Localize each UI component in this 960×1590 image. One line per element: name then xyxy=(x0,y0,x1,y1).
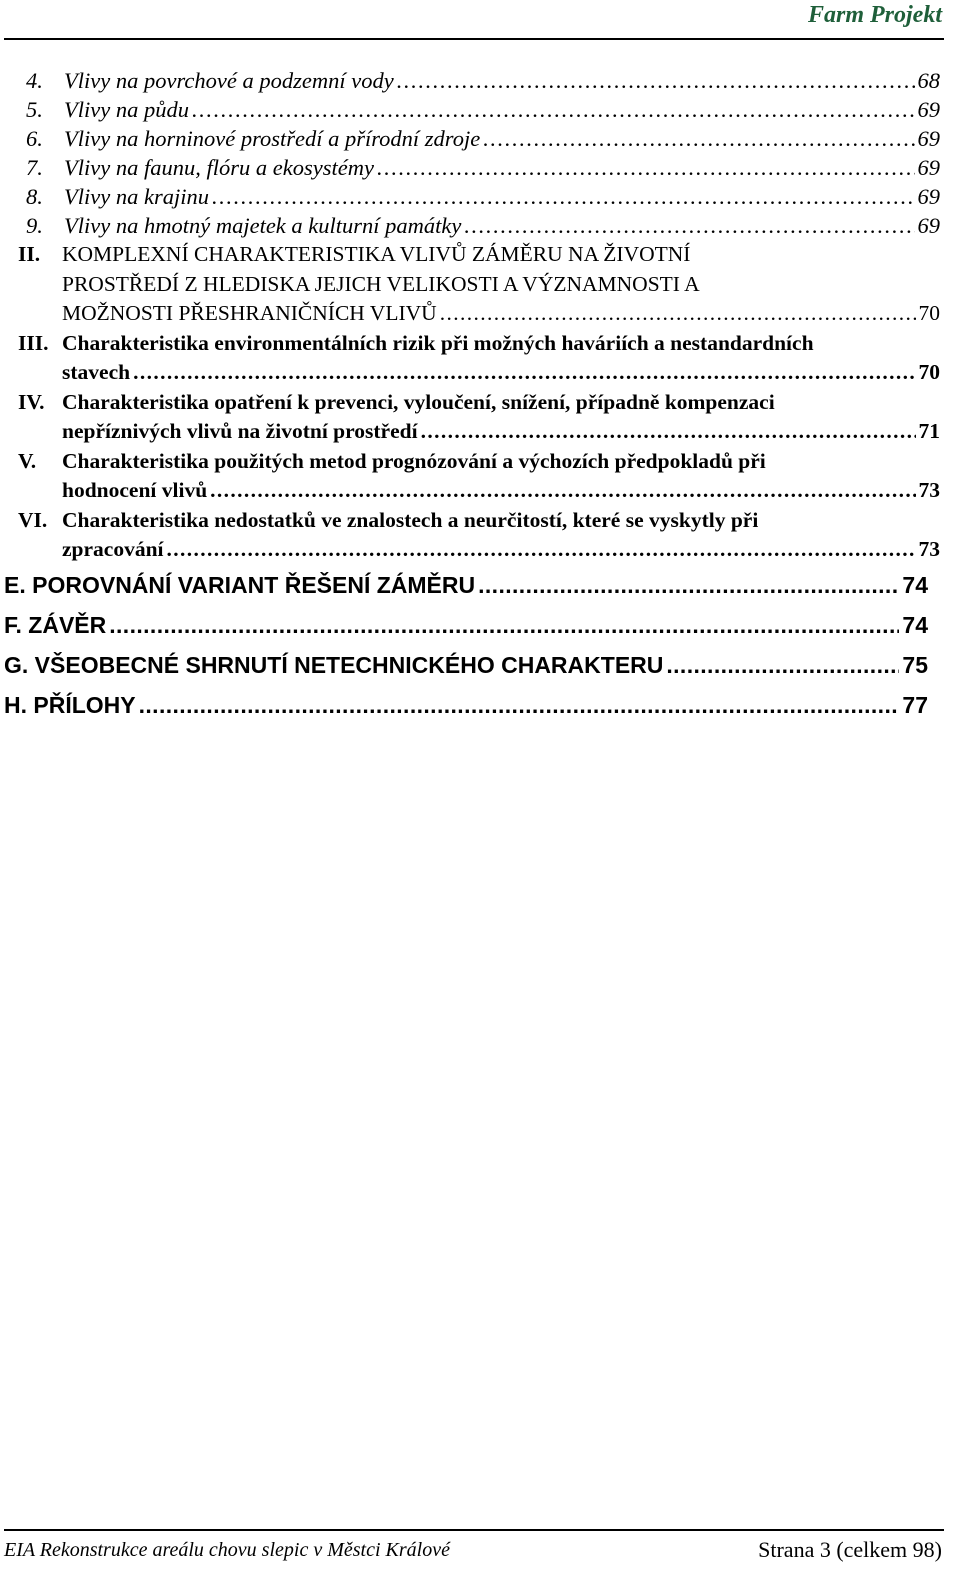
table-of-contents xyxy=(0,66,940,725)
dot-leader xyxy=(464,211,914,240)
toc-entry[interactable] xyxy=(0,211,940,240)
toc-section-title: G. VŠEOBECNÉ SHRNUTÍ NETECHNICKÉHO CHARAKTERU xyxy=(4,651,664,678)
toc-entry-title-line: MOŽNOSTI PŘESHRANIČNÍCH VLIVŮ xyxy=(62,301,437,325)
toc-section-entry[interactable] xyxy=(0,645,928,685)
dot-leader xyxy=(210,476,915,506)
dot-leader xyxy=(192,95,915,124)
footer-document-title: EIA Rekonstrukce areálu chovu slepic v Městci Králové xyxy=(4,1539,450,1561)
dot-leader xyxy=(133,358,915,388)
toc-entry-title-line: zpracování xyxy=(62,537,164,561)
toc-entry-page: 70 xyxy=(918,360,940,384)
toc-entry[interactable] xyxy=(0,506,940,565)
toc-entry[interactable] xyxy=(0,153,940,182)
toc-entry[interactable] xyxy=(0,95,940,124)
toc-entry-title-line: Charakteristika nedostatků ve znalostech a neurčitostí, které se vyskytly při xyxy=(62,507,759,532)
dot-leader xyxy=(421,417,916,447)
toc-section-title: F. ZÁVĚR xyxy=(4,611,107,638)
toc-entry-title-line: nepříznivých vlivů na životní prostředí xyxy=(62,419,418,443)
toc-entry-number: 8. xyxy=(26,184,43,209)
toc-entry-title: Vlivy na hmotný majetek a kulturní památky xyxy=(64,213,462,238)
toc-entry-number: 5. xyxy=(26,97,43,122)
dot-leader xyxy=(167,535,916,565)
dot-leader xyxy=(440,299,916,329)
toc-entry-number: VI. xyxy=(18,507,48,532)
dot-leader xyxy=(139,685,900,725)
toc-section-page: 75 xyxy=(902,651,928,678)
toc-entry[interactable] xyxy=(0,447,940,506)
header-divider xyxy=(4,38,944,40)
toc-entry-number: V. xyxy=(18,448,37,473)
toc-entry-title: Vlivy na půdu xyxy=(64,97,189,122)
dot-leader xyxy=(478,565,899,605)
toc-section-entry[interactable] xyxy=(0,565,928,605)
toc-entry[interactable] xyxy=(0,182,940,211)
toc-entry-page: 69 xyxy=(917,213,940,238)
dot-leader xyxy=(377,153,915,182)
toc-entry-number: 6. xyxy=(26,126,43,151)
toc-entry-title: Vlivy na krajinu xyxy=(64,184,209,209)
toc-section-entry[interactable] xyxy=(0,685,928,725)
toc-entry-page: 73 xyxy=(918,478,940,502)
toc-entry[interactable] xyxy=(0,240,940,329)
toc-entry-page: 70 xyxy=(918,301,940,325)
toc-entry[interactable] xyxy=(0,329,940,388)
toc-entry-title-line: PROSTŘEDÍ Z HLEDISKA JEJICH VELIKOSTI A VÝZNAMNOSTI A xyxy=(62,271,700,296)
toc-entry-title-line: hodnocení vlivů xyxy=(62,478,208,502)
toc-entry-number: 7. xyxy=(26,155,43,180)
footer-divider xyxy=(4,1529,944,1531)
toc-entry-number: IV. xyxy=(18,389,45,414)
toc-entry-number: 9. xyxy=(26,213,43,238)
toc-section-page: 74 xyxy=(902,611,928,638)
toc-entry-page: 69 xyxy=(917,97,940,122)
toc-entry-title: Vlivy na horninové prostředí a přírodní zdroje xyxy=(64,126,481,151)
toc-section-page: 77 xyxy=(902,691,928,718)
toc-entry-page: 71 xyxy=(918,419,940,443)
dot-leader xyxy=(397,66,915,95)
toc-entry-title-line: Charakteristika použitých metod prognózování a výchozích předpokladů při xyxy=(62,448,766,473)
header-brand: Farm Projekt xyxy=(807,2,942,28)
toc-entry-title: Vlivy na povrchové a podzemní vody xyxy=(64,68,394,93)
toc-section-title: E. POROVNÁNÍ VARIANT ŘEŠENÍ ZÁMĚRU xyxy=(4,571,476,598)
toc-entry[interactable] xyxy=(0,66,940,95)
toc-entry[interactable] xyxy=(0,388,940,447)
toc-section-page: 74 xyxy=(902,571,928,598)
toc-entry-title: Vlivy na faunu, flóru a ekosystémy xyxy=(64,155,374,180)
dot-leader xyxy=(109,605,899,645)
toc-entry-page: 73 xyxy=(918,537,940,561)
toc-entry-page: 68 xyxy=(917,68,940,93)
toc-entry-title-line: Charakteristika environmentálních rizik při možných haváriích a nestandardních xyxy=(62,330,814,355)
dot-leader xyxy=(212,182,915,211)
toc-section-entry[interactable] xyxy=(0,605,928,645)
dot-leader xyxy=(666,645,899,685)
toc-section-title: H. PŘÍLOHY xyxy=(4,691,136,718)
toc-entry-title-line: Charakteristika opatření k prevenci, vyloučení, snížení, případně kompenzaci xyxy=(62,389,775,414)
toc-entry-page: 69 xyxy=(917,155,940,180)
toc-entry[interactable] xyxy=(0,124,940,153)
toc-entry-number: III. xyxy=(18,330,49,355)
toc-entry-title-line: KOMPLEXNÍ CHARAKTERISTIKA VLIVŮ ZÁMĚRU NA ŽIVOTNÍ xyxy=(62,242,691,266)
toc-entry-page: 69 xyxy=(917,126,940,151)
toc-entry-title-line: stavech xyxy=(62,360,131,384)
dot-leader xyxy=(483,124,914,153)
toc-entry-number: II. xyxy=(18,242,41,266)
footer-page-number: Strana 3 (celkem 98) xyxy=(758,1537,942,1562)
toc-entry-number: 4. xyxy=(26,68,43,93)
toc-entry-page: 69 xyxy=(917,184,940,209)
